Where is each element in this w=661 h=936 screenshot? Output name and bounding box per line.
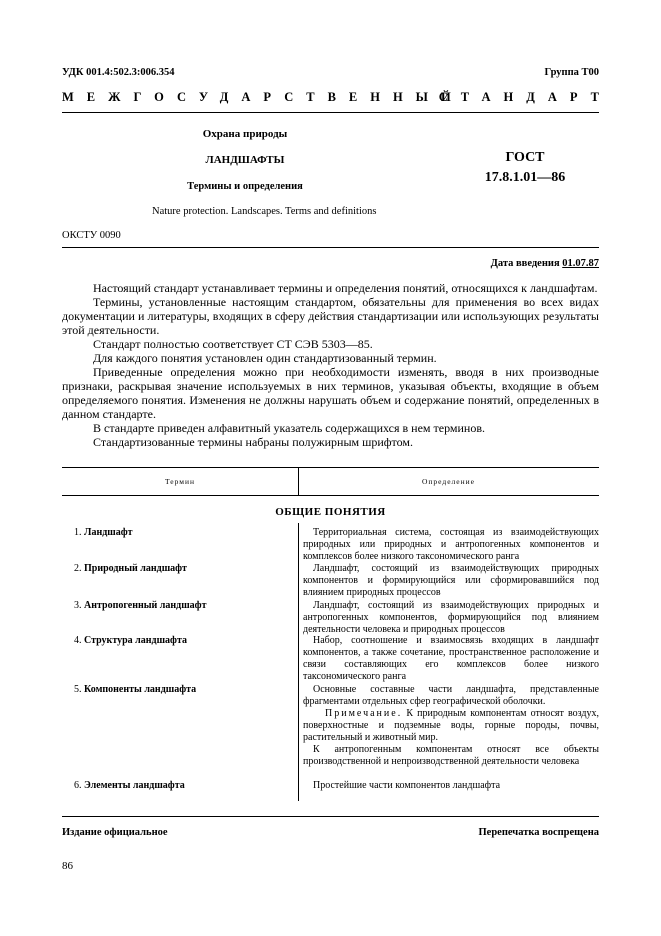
definition-note — [303, 708, 599, 744]
table-row-definition — [303, 527, 599, 563]
gost-label: ГОСТ — [505, 150, 545, 165]
title-rule — [62, 247, 599, 248]
term-name: Антропогенный ландшафт — [84, 600, 207, 611]
banner-right: СТАНДАРТ — [438, 90, 612, 104]
standard-banner — [62, 90, 612, 106]
definition-text: Ландшафт, состоящий из взаимодействующих природных и антропогенных компонентов, формирующийся под влиянием деятельности человека и природных процессов — [303, 600, 599, 635]
term-name: Структура ландшафта — [84, 635, 187, 646]
term-name: Элементы ландшафта — [84, 780, 185, 791]
footer-rule — [62, 816, 599, 817]
intro-paragraph: Настоящий стандарт устанавливает термины и определения понятий, относящихся к ландшафтам. — [93, 281, 598, 295]
definition-text: Набор, соотношение и взаимосвязь входящих в ландшафт компонентов, а также сочетание, пространственное расположение и связи составляющих его комплексов более низкого таксономического ранга — [303, 635, 599, 682]
term-name: Природный ландшафт — [84, 563, 187, 574]
okstu-code: ОКСТУ 0090 — [62, 230, 121, 241]
term-number: 4. — [74, 635, 82, 646]
table-row-term — [74, 780, 294, 792]
table-row-term — [74, 527, 294, 539]
column-divider — [298, 523, 299, 801]
table-row-term — [74, 684, 294, 696]
section-heading: ОБЩИЕ ПОНЯТИЯ — [275, 506, 386, 518]
intro-paragraph: Термины, установленные настоящим стандартом, обязательны для применения во всех видах документации и литературы, входящих в сферу действия стандартизации или использующих результаты этой деятельности. — [62, 295, 599, 337]
table-row-definition — [303, 563, 599, 599]
table-row-term — [74, 600, 294, 612]
definition-text: Территориальная система, состоящая из взаимодействующих природных или природных и антропогенных компонентов и комплексов более низкого таксономического ранга — [303, 527, 599, 562]
definition-text: Основные составные части ландшафта, представленные фрагментами отдельных сфер географической оболочки. — [303, 684, 599, 707]
table-row-term — [74, 635, 294, 647]
banner-left: МЕЖГОСУДАРСТВЕННЫЙ — [62, 90, 464, 104]
note-label: Примечание. — [325, 708, 403, 719]
title-topic: Охрана природы — [202, 128, 288, 140]
definition-text: Ландшафт, состоящий из взаимодействующих природных компонентов и формирующийся или сформировавшийся под влиянием природных процессов — [303, 563, 599, 598]
table-row-term — [74, 563, 294, 575]
term-number: 1. — [74, 527, 82, 538]
table-row-definition — [303, 780, 599, 792]
header-rule — [62, 112, 599, 113]
group-code: Группа Т00 — [544, 67, 599, 78]
intro-paragraph: Стандартизованные термины набраны полужирным шрифтом. — [93, 435, 413, 449]
reprint-prohibited-note: Перепечатка воспрещена — [478, 827, 599, 838]
column-header-definition: Определение — [422, 477, 475, 486]
page-title: ЛАНДШАФТЫ — [205, 154, 285, 166]
intro-paragraph: Для каждого понятия установлен один стандартизованный термин. — [93, 351, 437, 365]
effective-date-label: Дата введения — [490, 258, 560, 269]
term-number: 5. — [74, 684, 82, 695]
gost-number: 17.8.1.01—86 — [484, 170, 566, 185]
term-number: 6. — [74, 780, 82, 791]
table-row-definition — [303, 600, 599, 636]
term-name: Ландшафт — [84, 527, 133, 538]
effective-date-value: 01.07.87 — [562, 258, 599, 269]
term-number: 3. — [74, 600, 82, 611]
table-row-definition — [303, 635, 599, 683]
note-text: К природным компонентам относят воздух, поверхностные и подземные воды, горные породы, почвы, растительный и животный мир. — [303, 708, 600, 743]
term-name: Компоненты ландшафта — [84, 684, 197, 695]
note-text-continued: К антропогенным компонентам относят все объекты производственной и непроизводственной деятельности человека — [303, 744, 599, 767]
intro-paragraph: В стандарте приведен алфавитный указатель содержащихся в нем терминов. — [93, 421, 485, 435]
term-number: 2. — [74, 563, 82, 574]
column-header-term: Термин — [164, 477, 196, 486]
english-title: Nature protection. Landscapes. Terms and definitions — [152, 206, 377, 217]
table-row-definition — [303, 684, 599, 768]
table-top-rule — [62, 467, 599, 468]
header-divider — [298, 467, 299, 495]
intro-paragraph: Приведенные определения можно при необходимости изменять, вводя в них производные признаки, раскрывая значение используемых в них терминов, указывая объекты, входящие в объем определяемого понятия. Изменения не должны нарушать объем и содержание понятий, определенных в данном стандарте. — [62, 365, 599, 421]
udk-code: УДК 001.4:502.3:006.354 — [62, 67, 175, 78]
table-header-rule — [62, 495, 599, 496]
official-edition-note: Издание официальное — [62, 827, 168, 838]
page-number: 86 — [62, 860, 73, 872]
title-subtitle: Термины и определения — [187, 181, 303, 192]
intro-text — [62, 281, 599, 449]
intro-paragraph: Стандарт полностью соответствует СТ СЭВ 5303—85. — [93, 337, 373, 351]
effective-date — [491, 258, 599, 269]
definition-text: Простейшие части компонентов ландшафта — [313, 780, 501, 791]
